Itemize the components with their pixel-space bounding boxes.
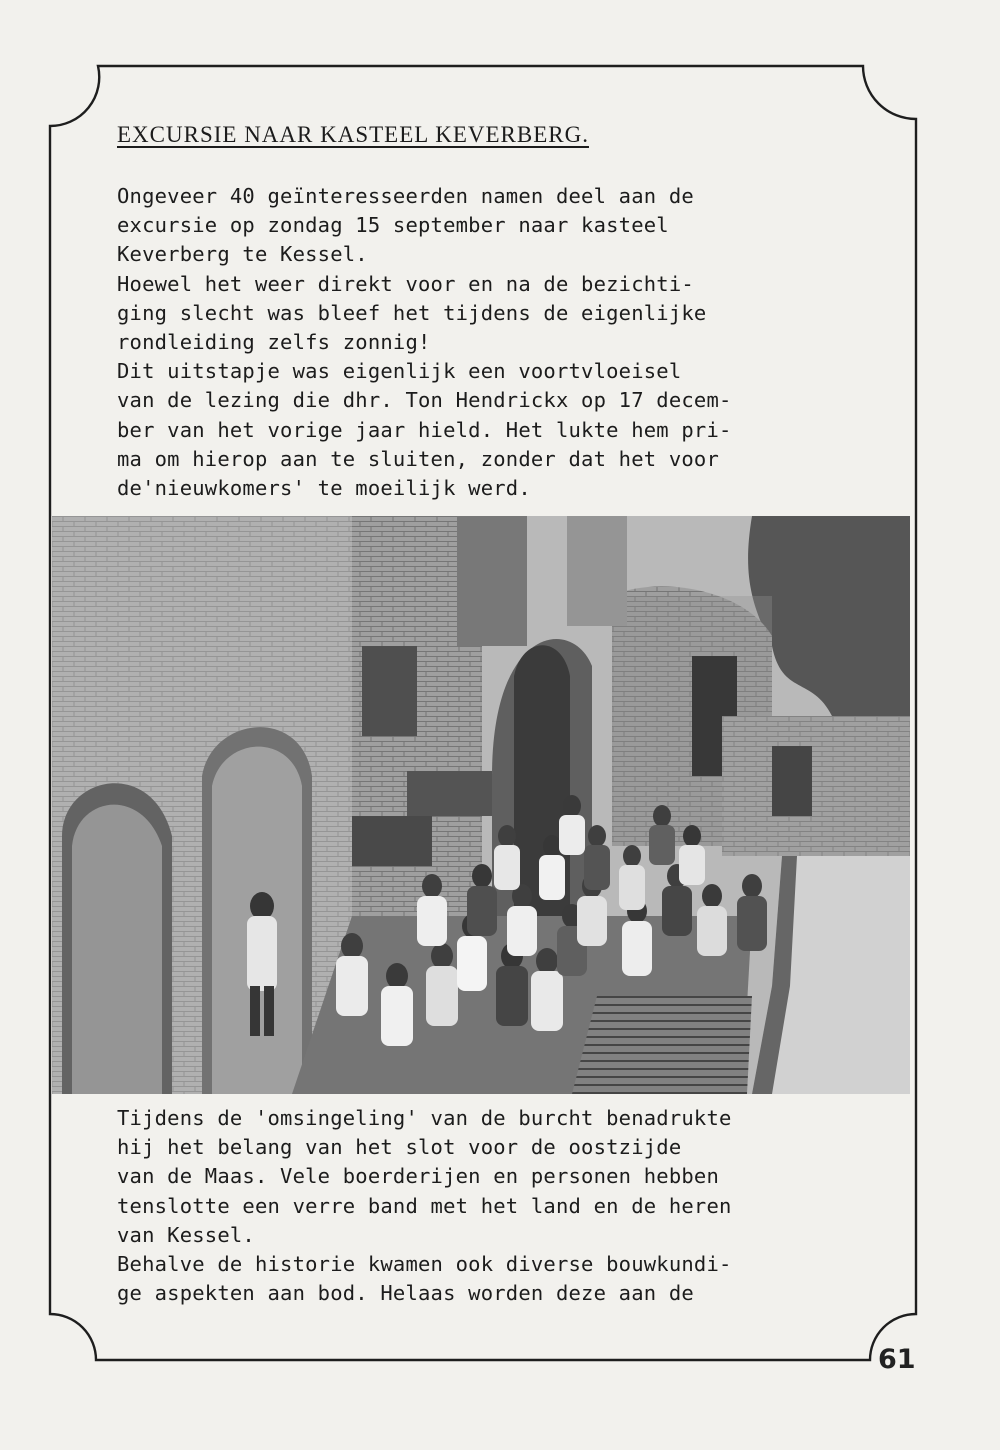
- text-line: de'nieuwkomers' te moeilijk werd.: [117, 475, 531, 500]
- intro-paragraph: [117, 182, 732, 503]
- text-line: van Kessel.: [117, 1222, 255, 1247]
- text-line: Ongeveer 40 geïnteresseerden namen deel aan de: [117, 184, 694, 208]
- text-line: Hoewel het weer direkt voor en na de bezichti-: [117, 271, 694, 296]
- text-line: Keverberg te Kessel.: [117, 242, 368, 267]
- page-number: 61: [878, 1344, 916, 1375]
- text-line: ber van het vorige jaar hield. Het lukte hem pri-: [117, 417, 732, 442]
- caption-paragraph: [117, 1104, 732, 1308]
- page-title: EXCURSIE NAAR KASTEEL KEVERBERG.: [117, 122, 589, 147]
- text-line: ge aspekten aan bod. Helaas worden deze aan de: [117, 1281, 694, 1306]
- text-line: excursie op zondag 15 september naar kasteel: [117, 213, 669, 238]
- text-line: hij het belang van het slot voor de oostzijde: [117, 1135, 682, 1160]
- text-line: rondleiding zelfs zonnig!: [117, 329, 431, 354]
- text-line: Dit uitstapje was eigenlijk een voortvloeisel: [117, 359, 682, 384]
- text-line: van de Maas. Vele boerderijen en personen hebben: [117, 1164, 720, 1189]
- text-line: ma om hierop aan te sluiten, zonder dat het voor: [117, 446, 720, 471]
- text-line: tenslotte een verre band met het land en de heren: [117, 1193, 732, 1218]
- text-line: ging slecht was bleef het tijdens de eigenlijke: [117, 300, 707, 325]
- text-line: Behalve de historie kwamen ook diverse bouwkundi-: [117, 1251, 732, 1276]
- text-line: Tijdens de 'omsingeling' van de burcht benadrukte: [117, 1106, 732, 1130]
- text-line: van de lezing die dhr. Ton Hendrickx op 17 decem-: [117, 388, 732, 413]
- castle-excursion-photo: [52, 516, 910, 1094]
